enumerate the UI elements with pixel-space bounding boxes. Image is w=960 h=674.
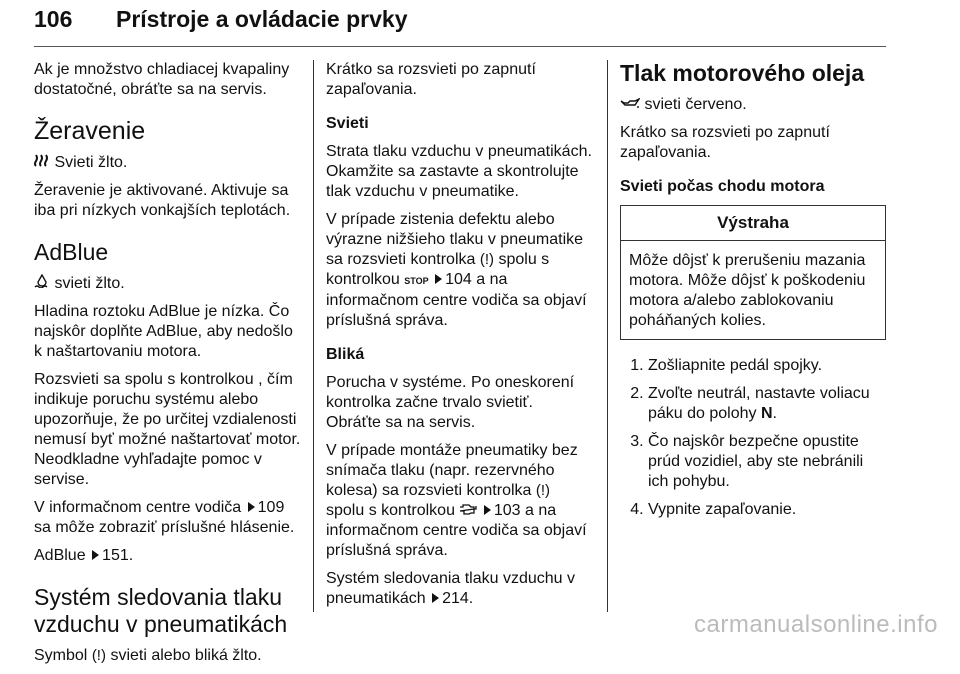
text: Symbol [34,647,88,664]
column-divider [313,60,314,612]
page-ref-arrow-icon [248,502,255,512]
page-ref[interactable]: 103 [493,502,521,519]
page-ref[interactable]: 109 [257,499,285,516]
oil-pressure-icon [620,95,640,115]
text: V informačnom centre vodiča [34,499,242,516]
tire-pressure-icon: (!) [91,647,106,664]
stop-icon: STOP [404,276,429,286]
text: . [772,405,777,422]
text: a na informačnom centre vodiča sa objaví príslušná správa. [326,502,587,559]
page-ref-arrow-icon [435,274,442,284]
paragraph [34,646,302,666]
page-ref[interactable]: 151. [102,547,134,564]
column-divider [607,60,608,612]
section-heading-oil-pressure: Tlak motorového oleja [620,60,865,86]
subheading-blika: Bliká [326,346,365,363]
text: sa môže zobraziť príslušné hlásenie. [34,519,295,536]
paragraph [34,498,302,538]
paragraph: Rozsvieti sa spolu s kontrolkou , čím indikuje poruchu systému alebo upozorňuje, že po určitej vzdialenosti nemusí byť možné naštartovať motor. Neodkladne vyhľadajte pomoc v servise. [34,371,301,488]
text: spolu s kontrolkou [326,502,455,519]
page-title: Prístroje a ovládacie prvky [116,6,408,32]
paragraph: Žeravenie je aktivované. Aktivuje sa iba pri nízkych vonkajších teplotách. [34,182,291,219]
section-heading-adblue: AdBlue [34,239,109,265]
header-divider [34,46,886,47]
paragraph: Strata tlaku vzduchu v pneumatikách. Okamžite sa zastavte a skontrolujte tlak vzduchu v pneumatike. [326,143,592,200]
warning-text: Môže dôjsť k prerušeniu mazania motora. Môže dôjsť k poškodeniu motora a/alebo zablokovaniu poháňaných kolies. [629,252,866,329]
watermark: carmanualsonline.info [694,611,938,638]
page-ref-arrow-icon [92,550,99,560]
text: V prípade montáže pneumatiky bez snímača tlaku (napr. rezervného kolesa) sa rozsvieti kontrolka [326,442,578,499]
text: AdBlue [34,547,86,564]
subheading-svieti: Svieti [326,115,369,132]
paragraph [326,441,592,561]
text: a na informačnom centre vodiča sa objaví príslušná správa. [326,271,587,329]
page-ref[interactable]: 104 [445,271,472,288]
paragraph [34,546,302,566]
paragraph: Krátko sa rozsvieti po zapnutí zapaľovania. [620,124,830,161]
text: svieti červeno. [644,96,747,113]
text: Svieti žlto. [54,154,128,171]
section-heading-tpms: Systém sledovania tlaku vzduchu v pneumatikách [34,584,288,637]
engine-service-icon [459,501,477,521]
subheading-running: Svieti počas chodu motora [620,178,825,195]
warning-title: Výstraha [621,206,885,241]
section-heading-zeravenie: Žeravenie [34,117,146,145]
list-item: 3. Čo najskôr bezpečne opustite prúd vozidiel, aby ste nebránili ich pohybu. [648,432,886,492]
text: V prípade zistenia defektu alebo výrazne nižšieho tlaku v pneumatike sa rozsvieti kontrolka [326,211,584,268]
text: spolu s kontrolkou [326,251,550,288]
page-ref[interactable]: 214. [442,590,474,607]
list-item [648,384,886,424]
tire-pressure-icon: (!) [479,251,495,268]
column-middle [326,60,592,617]
paragraph: Ak je množstvo chladiacej kvapaliny dostatočné, obráťte sa na servis. [34,61,290,98]
paragraph: Krátko sa rozsvieti po zapnutí zapaľovania. [326,61,536,98]
paragraph: Porucha v systéme. Po oneskorení kontrolka začne trvalo svietiť. Obráťte sa na servis. [326,374,575,431]
tire-pressure-icon: (!) [535,482,551,499]
adblue-icon [34,274,50,294]
paragraph [620,95,886,115]
text: svieti žlto. [54,275,125,292]
steps-list [620,356,886,520]
paragraph [326,210,592,331]
list-item: 1. Zošliapnite pedál spojky. [648,356,886,376]
page-ref-arrow-icon [484,505,491,515]
list-item: 4. Vypnite zapaľovanie. [648,500,886,520]
column-right [620,60,886,528]
bold-text: N [760,405,773,422]
text: Zvoľte neutrál, nastavte voliacu páku do polohy [648,385,870,422]
page-ref-arrow-icon [432,593,439,603]
paragraph [34,274,302,294]
page-number: 106 [34,6,73,32]
text: Systém sledovania tlaku vzduchu v pneumatikách [326,570,576,607]
paragraph [326,569,592,609]
column-left [34,60,302,674]
page-header [34,6,886,42]
text: svieti alebo bliká žlto. [110,647,262,664]
warning-box [620,205,886,340]
paragraph: Hladina roztoku AdBlue je nízka. Čo najskôr doplňte AdBlue, aby nedošlo k naštartovaniu motora. [34,303,293,360]
paragraph [34,153,302,173]
glow-plug-icon [34,153,50,173]
